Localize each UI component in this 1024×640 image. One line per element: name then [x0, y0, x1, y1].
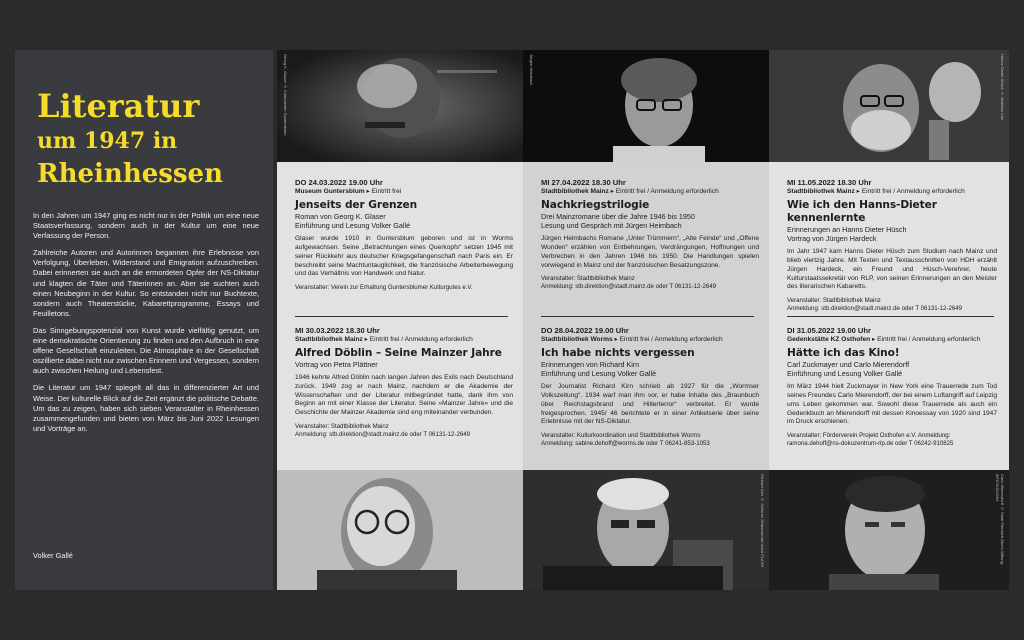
intro-paragraph: In den Jahren um 1947 ging es nicht nur in der Politik um eine neue Staatsverfassung, sondern auch in der Kultur um eine neue Verfassung der Person.	[33, 211, 259, 241]
event-subtitle: Vortrag von Petra Plättner	[295, 360, 378, 369]
registration-contact[interactable]: Anmeldung: sabine.dehoff@worms.de oder T 06241-853-1053	[541, 440, 710, 448]
photo-kirn	[523, 470, 769, 590]
event-title: Ich habe nichts vergessen	[541, 347, 695, 359]
event-title: Nachkriegstrilogie	[541, 199, 650, 211]
event-venue: Stadtbibliothek Mainz ▸ Eintritt frei / Anmeldung erforderlich	[295, 336, 473, 343]
event-organizer: Veranstalter: Förderverein Projekt Osthofen e.V. Anmeldung: ramona.dehoff@ns-dokuzentrum-rlp.de oder T 06242-910825	[787, 432, 997, 448]
photo-credit: Alfred Döblin © Deutsches Literaturarchiv Marbach	[514, 474, 519, 567]
photo-heimbach	[523, 50, 769, 162]
event-venue: Museum Guntersblum ▸ Eintritt frei	[295, 188, 402, 195]
divider	[787, 316, 994, 317]
photo-glaser	[277, 50, 523, 162]
event-date: MI 30.03.2022 18.30 Uhr	[295, 326, 380, 335]
event-organizer: Veranstalter: Kulturkoordination und Stadtbibliothek Worms Anmeldung: sabine.dehoff@worms.de oder T 06241-853-1053	[541, 432, 759, 448]
event-card-1	[295, 178, 513, 292]
title-line-2: um 1947 in	[37, 128, 178, 154]
photo-credit: Carlo Mierendorff © Stadt Friedrich-Ebert-Stiftung, 6/FOTA001964	[995, 474, 1005, 565]
event-date: DO 24.03.2022 19.00 Uhr	[295, 178, 383, 187]
registration-contact[interactable]: ramona.dehoff@ns-dokuzentrum-rlp.de oder T 06242-910825	[787, 440, 954, 448]
event-subtitle: Roman von Georg K. Glaser	[295, 212, 386, 221]
divider	[295, 316, 508, 317]
photo-credit: Georg K. Glaser © Kulturverein Guntersblum	[283, 54, 288, 136]
event-date: MI 11.05.2022 18.30 Uhr	[787, 178, 872, 187]
event-venue: Stadtbibliothek Worms ▸ Eintritt frei / Anmeldung erforderlich	[541, 336, 723, 343]
photo-doeblin	[277, 470, 523, 590]
event-organizer: Veranstalter: Stadtbibliothek Mainz Anmeldung: stb.direktion@stadt.mainz.de oder T 06131-12-2649	[787, 297, 997, 313]
column-1	[277, 50, 523, 590]
event-subtitle: Erinnerungen an Hanns Dieter Hüsch	[787, 225, 907, 234]
event-venue: Stadtbibliothek Mainz ▸ Eintritt frei / Anmeldung erforderlich	[787, 188, 965, 195]
photo-mierendorff	[769, 470, 1009, 590]
photo-credit: Jürgen Heimbach	[529, 54, 534, 86]
registration-contact[interactable]: Anmeldung: stb.direktion@stadt.mainz.de oder T 06131-12-2649	[295, 430, 471, 438]
event-card-4	[541, 326, 759, 448]
column-3	[769, 50, 1009, 590]
event-subtitle: Lesung und Gespräch mit Jürgen Heimbach	[541, 221, 682, 231]
event-card-5	[787, 178, 997, 313]
event-title: Hätte ich das Kino!	[787, 347, 900, 359]
divider	[541, 316, 754, 317]
event-subtitle: Carl Zuckmayer und Carlo Mierendorff	[787, 360, 910, 369]
event-description: Im März 1944 hielt Zuckmayer in New York eine Trauerrede zum Tod seines Freundes Carlo Mierendorff, der bei einem Luftangriff auf Leipzig ums Leben gekommen war. Sowohl diese Trauerrede als auch ein Gedenkbuch an Mierendorff mit dessen Kinoessay von 1920 sind 1947 im Druck erschienen.	[787, 383, 997, 426]
title-line-1: Literatur	[37, 87, 200, 125]
event-description: Im Jahr 1947 kam Hanns Dieter Hüsch zum Studium nach Mainz und blieb viertzig Jahre. Mit Texten und Textausschnitten von HDH erzählt Jürgen Hardeck, ein Freund und Hüsch-Verehrer, heute Kulturstaatssekretär von RLP, von seinen Erinnerungen an den Meister des literarischen Kabaretts.	[787, 248, 997, 291]
event-venue: Stadtbibliothek Mainz ▸ Eintritt frei / Anmeldung erforderlich	[541, 188, 719, 195]
registration-contact[interactable]: Anmeldung: stb.direktion@stadt.mainz.de oder T 06131-12-2649	[541, 283, 717, 291]
event-subtitle: Einführung und Lesung Volker Gallé	[787, 369, 903, 379]
event-description: Glaser wurde 1910 in Guntersblum geboren und ist in Worms aufgewachsen. Seine „Betrachtungen eines Querkopfs“ setzen 1945 mit seiner Rückkehr aus deutscher Kriegsgefangenschaft nach Paris ein. Er beschreibt seine Machtuntauglichkeit, die französische Arbeiterbewegung und das Verhältnis von Handwerk und Natur.	[295, 235, 513, 278]
event-organizer: Veranstalter: Stadtbibliothek Mainz Anmeldung: stb.direktion@stadt.mainz.de oder T 06131-12-2649	[295, 423, 513, 439]
event-date: MI 27.04.2022 18.30 Uhr	[541, 178, 626, 187]
event-date: DI 31.05.2022 19.00 Uhr	[787, 326, 872, 335]
event-card-6	[787, 326, 997, 448]
event-organizer: Veranstalter: Verein zur Erhaltung Guntersblumer Kulturgutes e.V.	[295, 283, 473, 291]
event-subtitle: Einführung und Lesung Volker Gallé	[541, 369, 657, 379]
column-2	[523, 50, 769, 590]
event-date: DO 28.04.2022 19.00 Uhr	[541, 326, 629, 335]
title-line-3: Rheinhessen	[37, 159, 223, 189]
event-organizer: Veranstalter: Stadtbibliothek Mainz Anmeldung: stb.direktion@stadt.mainz.de oder T 06131-12-2649	[541, 275, 759, 291]
intro-paragraph: Die Literatur um 1947 spiegelt all das in differenzierter Art und Weise. Der kulturelle Blick auf die Zeit ergänzt die politische Debatte. Um das zu zeigen, haben sich sieben Veranstalter in Rheinhessen zusammengefunden und bieten von März bis Juni 2022 Lesungen und Vorträge an.	[33, 383, 259, 433]
event-subtitle: Einführung und Lesung Volker Gallé	[295, 221, 411, 231]
intro-paragraph: Das Sinngebungspotenzial von Kunst wurde vielfältig genutzt, um eine demokratische Orientierung zu finden und den Aufbruch in eine offene Gesellschaft einzuleiten. Die Atmosphäre in der Gesellschaft oszillierte dabei nicht nur zwischen Erinnern und Vergessen, sondern auch zwischen Heilung und Lebensfest.	[33, 325, 259, 376]
page-title	[37, 88, 257, 190]
event-description: Der Journalist Richard Kirn schrieb ab 1927 für die „Wormser Volkszeitung“. 1934 warf man ihm vor, er habe Inhalte des „Braunbuch über Reichstagsbrand und Hitlerterror“ verbreitet. Er wurde freigesprochen. 1945/ 46 berichtete er in einer Artikelserie über seine Erlebnisse mit der NS-Diktatur.	[541, 383, 759, 426]
event-title: Alfred Döblin – Seine Mainzer Jahre	[295, 347, 502, 359]
intro-paragraph: Zahlreiche Autoren und Autorinnen begannen ihre Erlebnisse von Verfolgung, Überleben, Widerstand und Emigration aufzuschreiben. Dabei erinnerten sie auch an die ermordeten Opfer der NS-Diktatur und klagten die Täter und Täterinnen an. Aber sie suchten auch einen Neubeginn in der Kultur. So entstanden nicht nur Buchtexte, sondern auch Theaterstücke, Kabarettprogramme, Essays und Feuilletons.	[33, 248, 259, 318]
event-title: Jenseits der Grenzen	[295, 199, 418, 211]
photo-credit: Hanns Dieter Hüsch © Matthias Kitz	[1000, 54, 1005, 120]
registration-contact[interactable]: Anmeldung: stb.direktion@stadt.mainz.de oder T 06131-12-2649	[787, 305, 963, 313]
event-subtitle: Erinnerungen von Richard Kirn	[541, 360, 640, 369]
event-title: Wie ich den Hanns-Dieter kennenlernte	[787, 199, 937, 224]
intro-text	[33, 211, 259, 441]
event-card-2	[295, 326, 513, 439]
photo-huesch	[769, 50, 1009, 162]
event-description: Jürgen Heimbachs Romane „Unter Trümmern“, „Alte Feinde“ und „Offene Wunden“ erzählen von Entbehrungen, Verdrängungen, Hoffnungen und Verbrechen in den Jahren 1946 bis 1950. Die Handlungen spielen vorwiegend in Mainz und der französischen Besatzungszone.	[541, 235, 759, 269]
event-subtitle: Drei Mainzromane über die Jahre 1946 bis 1950	[541, 212, 695, 221]
event-card-3	[541, 178, 759, 292]
event-description: 1946 kehrte Alfred Döblin nach langen Jahren des Exils nach Deutschland zurück. 1949 zog er nach Mainz, nachdem er die Akademie der Wissenschaften und der Literatur mitbegründet hatte, dank ihm von Beginn an mit einer Klasse der Literatur. Seine »Mainzer Jahre« und die Geschichte der Mainzer Akademie sind eng miteinander verbunden.	[295, 374, 513, 417]
photo-credit: Richard Kirn © Schirner Zeitenwende/ Artist FLASH	[760, 474, 765, 568]
event-subtitle: Vortrag von Jürgen Hardeck	[787, 234, 877, 244]
event-venue: Gedenkstätte KZ Osthofen ▸ Eintritt frei / Anmeldung erforderlich	[787, 336, 981, 343]
intro-author: Volker Gallé	[33, 551, 73, 560]
